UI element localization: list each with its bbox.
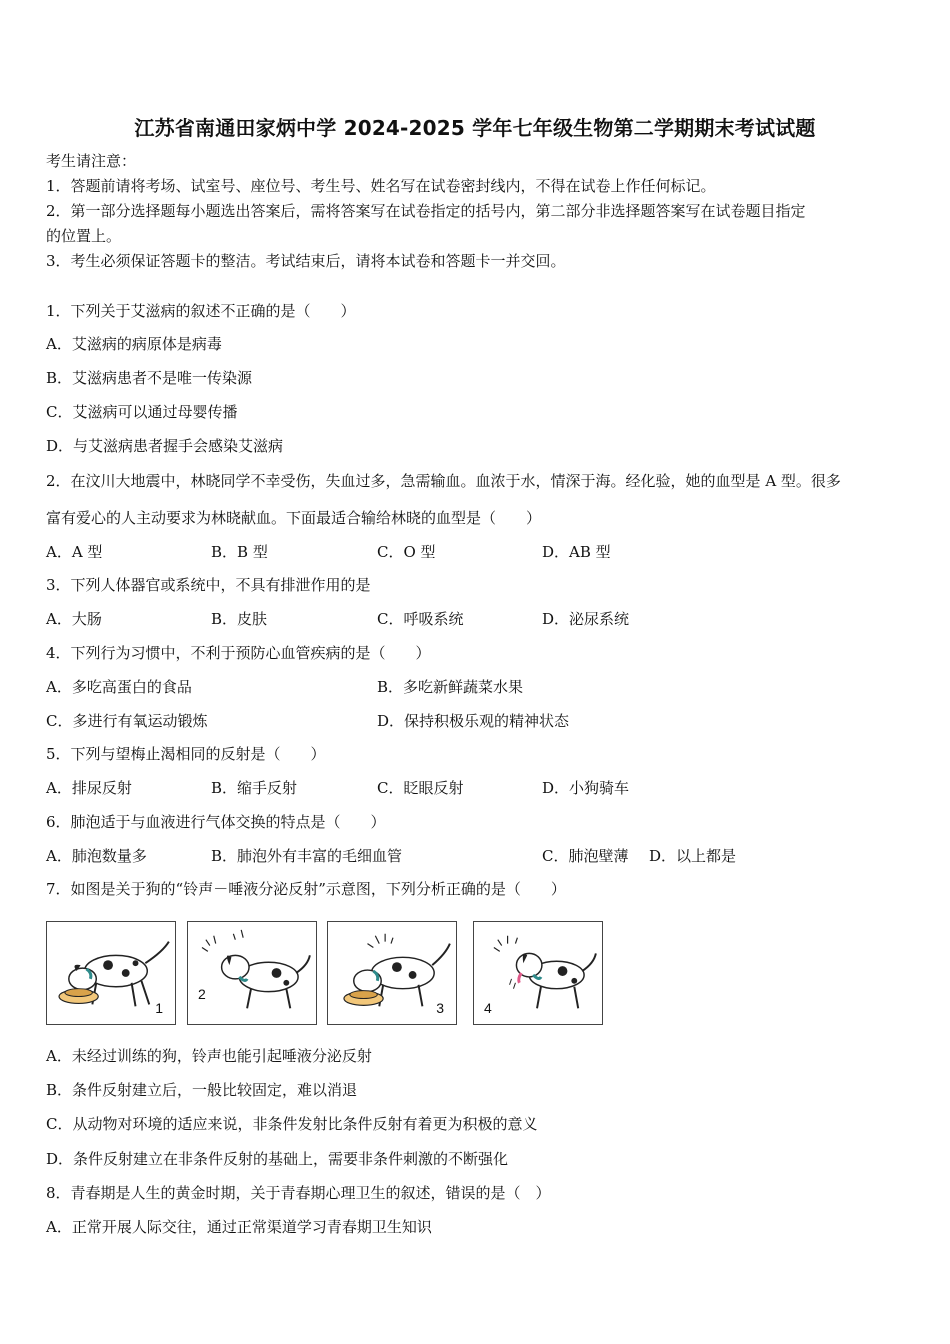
q7-option-a: A．未经过训练的狗，铃声也能引起唾液分泌反射 (46, 1047, 372, 1065)
q5-option-d: D．小狗骑车 (542, 779, 630, 797)
figure-label: 3 (436, 1000, 444, 1016)
notice-item: 3．考生必须保证答题卡的整洁。考试结束后，请将本试卷和答题卡一并交回。 (46, 252, 566, 270)
q5-option-a: A．排尿反射 (46, 779, 132, 797)
figure-label: 1 (155, 1000, 163, 1016)
figure-panel-2 (187, 921, 317, 1025)
q1-option-c: C．艾滋病可以通过母婴传播 (46, 403, 238, 421)
figure-panel-3 (327, 921, 457, 1025)
notice-item: 1．答题前请将考场、试室号、座位号、考生号、姓名写在试卷密封线内，不得在试卷上作任何标记。 (46, 177, 716, 195)
question-8-stem: 8．青春期是人生的黄金时期，关于青春期心理卫生的叙述，错误的是（ ） (46, 1184, 551, 1202)
dog-reflex-figure (46, 921, 606, 1027)
question-4-stem: 4．下列行为习惯中，不利于预防心血管疾病的是（ ） (46, 644, 431, 662)
question-2-stem-cont: 富有爱心的人主动要求为林晓献血。下面最适合输给林晓的血型是（ ） (46, 509, 542, 527)
figure-label: 4 (484, 1000, 492, 1016)
q6-option-c: C．肺泡壁薄 (542, 847, 629, 865)
question-2-stem: 2．在汶川大地震中，林晓同学不幸受伤，失血过多，急需输血。血浓于水，情深于海。经化验，她的血型是 A 型。很多 (46, 472, 841, 490)
q4-option-a: A．多吃高蛋白的食品 (46, 678, 192, 696)
q1-option-b: B．艾滋病患者不是唯一传染源 (46, 369, 253, 387)
question-3-stem: 3．下列人体器官或系统中，不具有排泄作用的是 (46, 576, 371, 594)
q6-option-d: D．以上都是 (649, 847, 737, 865)
q7-option-d: D．条件反射建立在非条件反射的基础上，需要非条件刺激的不断强化 (46, 1150, 509, 1168)
q2-option-d: D．AB 型 (542, 543, 611, 561)
q4-option-c: C．多进行有氧运动锻炼 (46, 712, 208, 730)
q1-option-a: A．艾滋病的病原体是病毒 (46, 335, 222, 353)
q5-option-c: C．眨眼反射 (377, 779, 464, 797)
question-7-stem: 7．如图是关于狗的“铃声－唾液分泌反射”示意图，下列分析正确的是（ ） (46, 880, 566, 898)
question-5-stem: 5．下列与望梅止渴相同的反射是（ ） (46, 745, 326, 763)
q7-option-c: C．从动物对环境的适应来说，非条件发射比条件反射有着更为积极的意义 (46, 1115, 538, 1133)
q1-option-d: D．与艾滋病患者握手会感染艾滋病 (46, 437, 284, 455)
q2-option-a: A．A 型 (46, 543, 103, 561)
q3-option-b: B．皮肤 (211, 610, 268, 628)
q8-option-a: A．正常开展人际交往，通过正常渠道学习青春期卫生知识 (46, 1218, 432, 1236)
question-1-stem: 1．下列关于艾滋病的叙述不正确的是（ ） (46, 302, 356, 320)
q2-option-c: C．O 型 (377, 543, 436, 561)
figure-panel-1 (46, 921, 176, 1025)
notice-item: 2．第一部分选择题每小题选出答案后，需将答案写在试卷指定的括号内，第二部分非选择题答案写在试卷题目指定 (46, 202, 806, 220)
dog-salivating-illustration (474, 922, 602, 1024)
q2-option-b: B．B 型 (211, 543, 268, 561)
dog-bell-illustration (188, 922, 316, 1024)
q3-option-a: A．大肠 (46, 610, 102, 628)
notice-item: 的位置上。 (46, 227, 122, 245)
figure-panel-4 (473, 921, 603, 1025)
q3-option-c: C．呼吸系统 (377, 610, 464, 628)
question-6-stem: 6．肺泡适于与血液进行气体交换的特点是（ ） (46, 813, 386, 831)
q3-option-d: D．泌尿系统 (542, 610, 630, 628)
q7-option-b: B．条件反射建立后，一般比较固定，难以消退 (46, 1081, 358, 1099)
q6-option-a: A．肺泡数量多 (46, 847, 147, 865)
q5-option-b: B．缩手反射 (211, 779, 298, 797)
figure-label: 2 (198, 986, 206, 1002)
q4-option-d: D．保持积极乐观的精神状态 (377, 712, 570, 730)
notice-heading: 考生请注意： (46, 152, 137, 170)
page-title: 江苏省南通田家炳中学 2024-2025 学年七年级生物第二学期期末考试试题 (134, 116, 816, 140)
q6-option-b: B．肺泡外有丰富的毛细血管 (211, 847, 403, 865)
q4-option-b: B．多吃新鲜蔬菜水果 (377, 678, 524, 696)
